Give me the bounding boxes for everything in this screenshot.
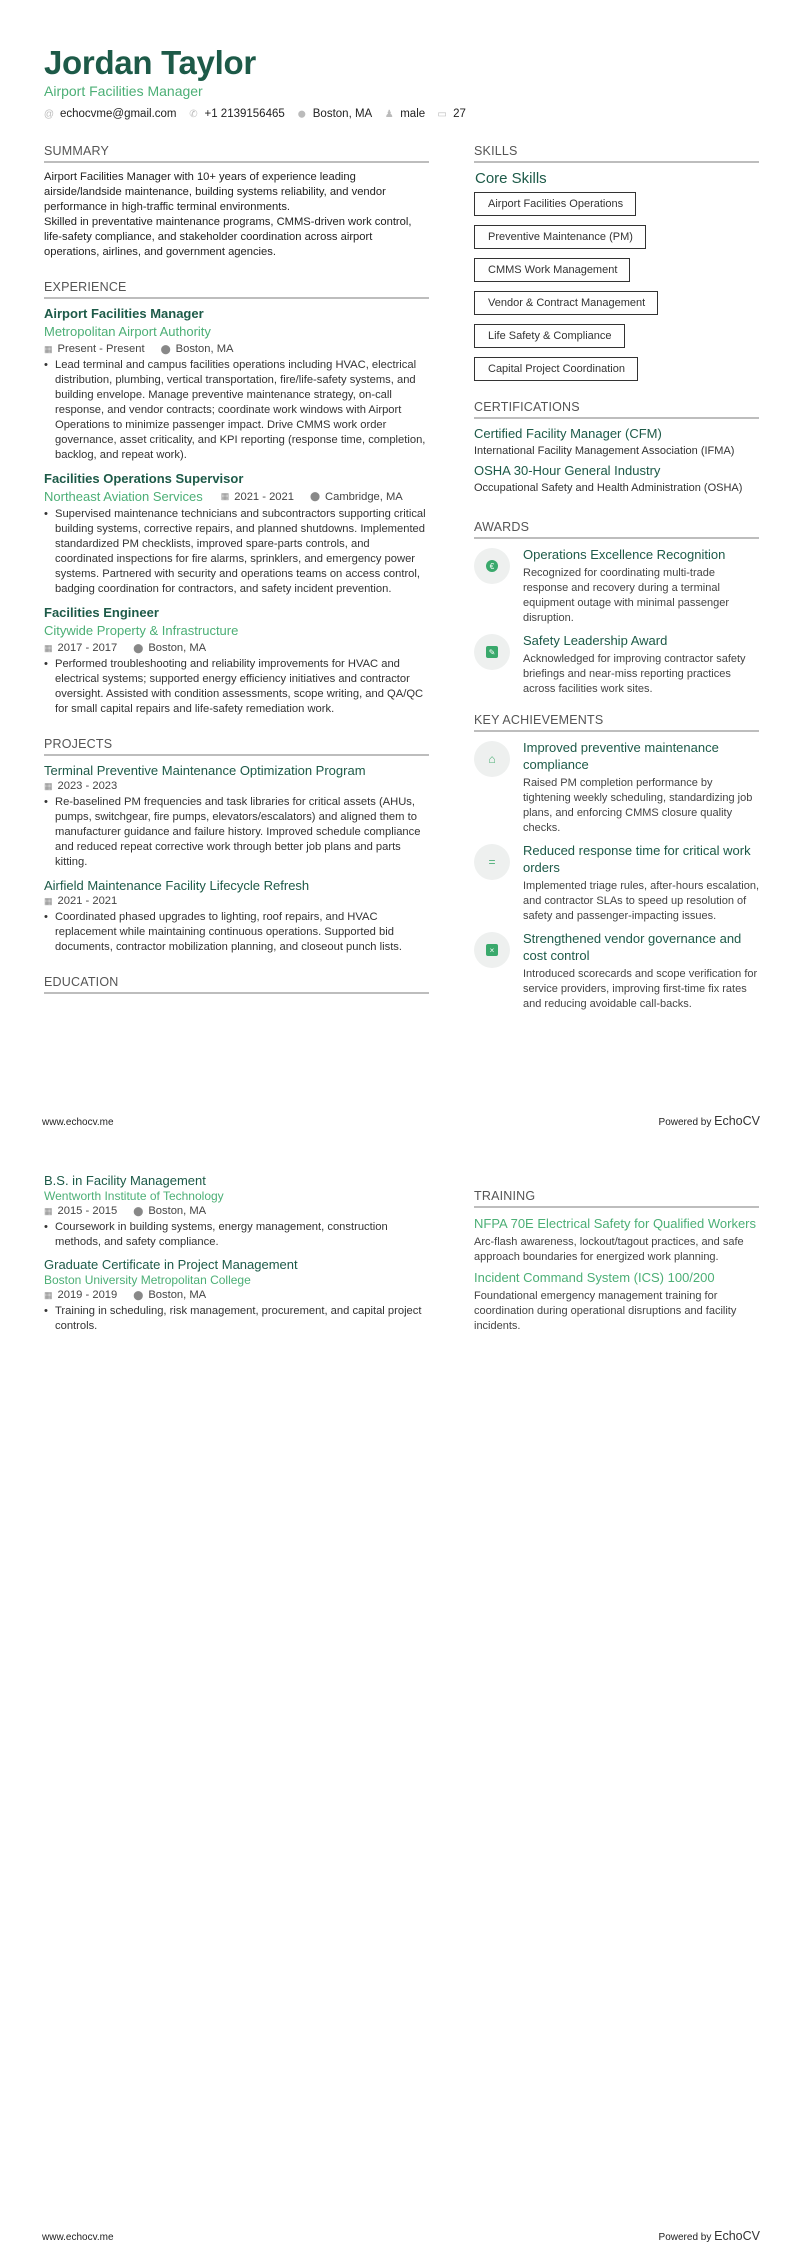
project-title: Terminal Preventive Maintenance Optimization Program <box>44 763 366 778</box>
award-description: Recognized for coordinating multi-trade response and recovery during a terminal equipment outage with minimal passenger disruption. <box>523 567 730 624</box>
achievement-description: Implemented triage rules, after-hours escalation, and contractor SLAs to speed up resolution of safety and passenger-impacting issues. <box>523 880 760 922</box>
section-heading: EDUCATION <box>44 975 429 994</box>
skill-tag: Life Safety & Compliance <box>474 324 625 348</box>
education-item <box>44 1173 429 1250</box>
bank-icon: ⌂ <box>488 752 496 766</box>
project-title: Airfield Maintenance Facility Lifecycle Refresh <box>44 878 310 893</box>
education-dates: 2015 - 2015 <box>57 1205 118 1217</box>
skill-tag: Preventive Maintenance (PM) <box>474 225 646 249</box>
award-item <box>474 632 759 697</box>
experience-item <box>44 605 429 717</box>
section-heading: TRAINING <box>474 1189 759 1208</box>
skill-tags <box>474 192 759 390</box>
education-location: Boston, MA <box>148 1205 207 1217</box>
candidate-title: Airport Facilities Manager <box>44 83 203 99</box>
skill-group-title: Core Skills <box>475 170 547 187</box>
section-heading: AWARDS <box>474 520 759 539</box>
resume-page-2 <box>0 1123 794 2246</box>
award-icon-badge <box>474 548 510 584</box>
experience-item <box>44 471 429 597</box>
education-item <box>44 1257 429 1334</box>
at-icon: @ <box>43 108 55 120</box>
location-pin-icon: ⬤ <box>133 1205 144 1216</box>
job-title: Facilities Engineer <box>44 605 159 620</box>
footer-brand[interactable]: EchoCV <box>714 2229 760 2243</box>
certification-item <box>474 463 759 496</box>
education-dates: 2019 - 2019 <box>57 1289 118 1301</box>
project-bullet: • Re-baselined PM frequencies and task libraries for critical assets (AHUs, pumps, switchgear, fire pumps, elevators/escalators) and aligned them to manufacturer guidance and failure history. Improved schedule compliance and reduced repeat corrective work through better job plans and parts kitting. <box>44 796 421 868</box>
degree-title: B.S. in Facility Management <box>44 1173 206 1188</box>
footer-brand[interactable]: EchoCV <box>714 1114 760 1128</box>
equals-icon: = <box>488 855 496 869</box>
location-pin-icon: ⬤ <box>160 343 171 354</box>
certification-org: International Facility Management Association (IFMA) <box>474 445 735 457</box>
footer-powered: Powered by EchoCV <box>658 1114 760 1128</box>
right-column <box>474 144 759 1012</box>
resume-header <box>44 44 256 99</box>
left-column <box>44 1173 429 1334</box>
job-meta <box>44 642 429 654</box>
achievement-description: Raised PM completion performance by tightening weekly scheduling, standardizing job plans, and enforcing CMMS closure quality checks. <box>523 777 753 834</box>
achievement-item <box>474 930 759 1012</box>
location-pin-icon: ⬤ <box>309 491 321 501</box>
school-name: Wentworth Institute of Technology <box>44 1189 224 1203</box>
job-bullet: • Lead terminal and campus facilities operations including HVAC, electrical distribution, plumbing, vertical transportation, fire/life-safety systems, and building envelope. Manage preventive maintenance strategy, on-call response, and vendor contracts; coordinate work windows with Airport Operations to minimize passenger impact. Drive CMMS work order governance, asset criticality, and KPI reporting (response time, completion, backlog, and repeat work). <box>44 359 426 461</box>
job-bullet: • Supervised maintenance technicians and subcontractors supporting critical building systems, corrective repairs, and planned shutdowns. Implemented standardized PM checklists, improved spare-parts controls, and coordinated inspections for fire alarms, sprinklers, and emergency power systems. Partnered with security and operations teams on access control, badging coordination for contractors, and safety incident prevention. <box>44 508 426 595</box>
job-bullet: • Performed troubleshooting and reliability improvements for HVAC and electrical systems; supported energy efficiency initiatives and contractor oversight. Assisted with condition assessments, scope writing, and QA/QC for small capital repairs and life-safety remediation work. <box>44 658 424 715</box>
project-dates: 2023 - 2023 <box>57 780 118 792</box>
job-title: Facilities Operations Supervisor <box>44 471 244 486</box>
award-title: Operations Excellence Recognition <box>523 547 726 562</box>
calendar-icon: ▭ <box>437 108 447 120</box>
calendar-icon: ▦ <box>44 780 53 791</box>
achievement-item <box>474 842 759 924</box>
euro-coin-icon: € <box>486 560 498 572</box>
training-description: Foundational emergency management training for coordination during operational disruptions and facility incidents. <box>474 1290 737 1332</box>
certification-item <box>474 426 759 459</box>
job-dates: 2021 - 2021 <box>234 490 294 503</box>
certification-name: OSHA 30-Hour General Industry <box>474 463 661 478</box>
job-dates: 2017 - 2017 <box>57 642 118 654</box>
summary-paragraph: Skilled in preventative maintenance programs, CMMS-driven work control, life-safety compliance, and stakeholder coordination across airport operations, airlines, and government agencies. <box>44 216 412 258</box>
education-section <box>44 975 429 994</box>
project-meta <box>44 780 429 792</box>
footer-website[interactable]: www.echocv.me <box>42 1117 114 1128</box>
section-heading: SUMMARY <box>44 144 429 163</box>
degree-title: Graduate Certificate in Project Management <box>44 1257 298 1272</box>
calendar-icon: ▦ <box>44 895 53 906</box>
contact-email[interactable]: @ echocvme@gmail.com <box>43 108 177 120</box>
location-pin-icon: ⬤ <box>133 1289 144 1300</box>
education-meta <box>44 1205 429 1217</box>
page-footer <box>42 2229 760 2243</box>
company-name: Metropolitan Airport Authority <box>44 324 211 339</box>
school-name: Boston University Metropolitan College <box>44 1273 251 1287</box>
summary-paragraph: Airport Facilities Manager with 10+ years of experience leading airside/landside maintenance, building systems reliability, and vendor performance in high-traffic terminal environments. <box>44 171 386 213</box>
section-heading: PROJECTS <box>44 737 429 756</box>
achievement-icon-badge <box>474 844 510 880</box>
education-location: Boston, MA <box>148 1289 207 1301</box>
skill-tag: Vendor & Contract Management <box>474 291 658 315</box>
achievement-title: Strengthened vendor governance and cost control <box>523 931 742 963</box>
phone-icon: ✆ <box>189 108 198 120</box>
education-section-continued <box>44 1173 429 1334</box>
section-heading: SKILLS <box>474 144 759 163</box>
achievement-icon-badge <box>474 741 510 777</box>
candidate-name: Jordan Taylor <box>44 44 256 81</box>
archive-box-icon: × <box>486 944 498 956</box>
achievement-title: Improved preventive maintenance compliance <box>523 740 719 772</box>
footer-powered: Powered by EchoCV <box>658 2229 760 2243</box>
job-location: Boston, MA <box>148 642 207 654</box>
section-heading: CERTIFICATIONS <box>474 400 759 419</box>
achievement-icon-badge <box>474 932 510 968</box>
section-heading: KEY ACHIEVEMENTS <box>474 713 759 732</box>
skill-tag: Capital Project Coordination <box>474 357 638 381</box>
job-dates: Present - Present <box>57 343 145 355</box>
project-meta <box>44 895 429 907</box>
job-location: Cambridge, MA <box>325 490 403 503</box>
project-bullet: • Coordinated phased upgrades to lighting, roof repairs, and HVAC replacement while maintaining continuous operations. Supported bid documents, contractor mobilization planning, and closeout punch lists. <box>44 911 403 953</box>
project-item <box>44 878 429 955</box>
education-bullet: • Coursework in building systems, energy management, construction methods, and safety compliance. <box>44 1221 388 1248</box>
contact-location: ⬤ Boston, MA <box>297 108 373 120</box>
job-location: Boston, MA <box>175 343 234 355</box>
training-item <box>474 1215 759 1265</box>
job-meta <box>44 489 429 504</box>
skill-tag: Airport Facilities Operations <box>474 192 636 216</box>
achievement-item <box>474 739 759 836</box>
achievements-section <box>474 713 759 1012</box>
experience-section <box>44 280 429 717</box>
experience-item <box>44 306 429 463</box>
project-dates: 2021 - 2021 <box>57 895 118 907</box>
person-icon: ♟ <box>384 108 394 120</box>
job-meta <box>44 343 429 355</box>
summary-section <box>44 144 429 260</box>
company-name: Citywide Property & Infrastructure <box>44 623 239 638</box>
training-title: Incident Command System (ICS) 100/200 <box>474 1270 715 1285</box>
training-item <box>474 1269 759 1334</box>
training-title: NFPA 70E Electrical Safety for Qualified Workers <box>474 1216 757 1231</box>
section-heading: EXPERIENCE <box>44 280 429 299</box>
job-title: Airport Facilities Manager <box>44 306 204 321</box>
project-item <box>44 763 429 870</box>
skills-section <box>474 144 759 390</box>
calendar-icon: ▦ <box>220 491 230 501</box>
award-description: Acknowledged for improving contractor safety briefings and near-miss reporting practices across facilities work sites. <box>523 653 746 695</box>
training-section <box>474 1189 759 1334</box>
calendar-icon: ▦ <box>44 1205 53 1216</box>
achievement-title: Reduced response time for critical work orders <box>523 843 751 875</box>
company-name: Northeast Aviation Services <box>44 489 203 504</box>
certification-name: Certified Facility Manager (CFM) <box>474 426 662 441</box>
awards-section <box>474 520 759 697</box>
contact-age: ▭ 27 <box>437 108 466 120</box>
award-title: Safety Leadership Award <box>523 633 668 648</box>
right-column <box>474 1189 759 1334</box>
footer-website[interactable]: www.echocv.me <box>42 2232 114 2243</box>
certification-org: Occupational Safety and Health Administration (OSHA) <box>474 482 743 494</box>
location-pin-icon: ⬤ <box>133 642 144 653</box>
award-item <box>474 546 759 626</box>
left-column <box>44 144 429 1001</box>
calendar-icon: ▦ <box>44 642 53 653</box>
calendar-icon: ▦ <box>44 1289 53 1300</box>
calendar-icon: ▦ <box>44 343 53 354</box>
location-pin-icon: ⬤ <box>297 111 306 118</box>
clipboard-icon: ✎ <box>486 646 498 658</box>
achievement-description: Introduced scorecards and scope verification for service providers, improving first-time fix rates and reducing avoidable call-backs. <box>523 968 758 1010</box>
contact-gender: ♟ male <box>384 108 426 120</box>
contact-phone[interactable]: ✆ +1 2139156465 <box>189 108 285 120</box>
education-bullet: • Training in scheduling, risk management, procurement, and capital project controls. <box>44 1305 422 1332</box>
projects-section <box>44 737 429 955</box>
contact-info <box>44 108 478 120</box>
skill-tag: CMMS Work Management <box>474 258 630 282</box>
certifications-section <box>474 400 759 496</box>
education-meta <box>44 1289 429 1301</box>
award-icon-badge <box>474 634 510 670</box>
training-description: Arc-flash awareness, lockout/tagout practices, and safe approach boundaries for energized work planning. <box>474 1236 744 1263</box>
